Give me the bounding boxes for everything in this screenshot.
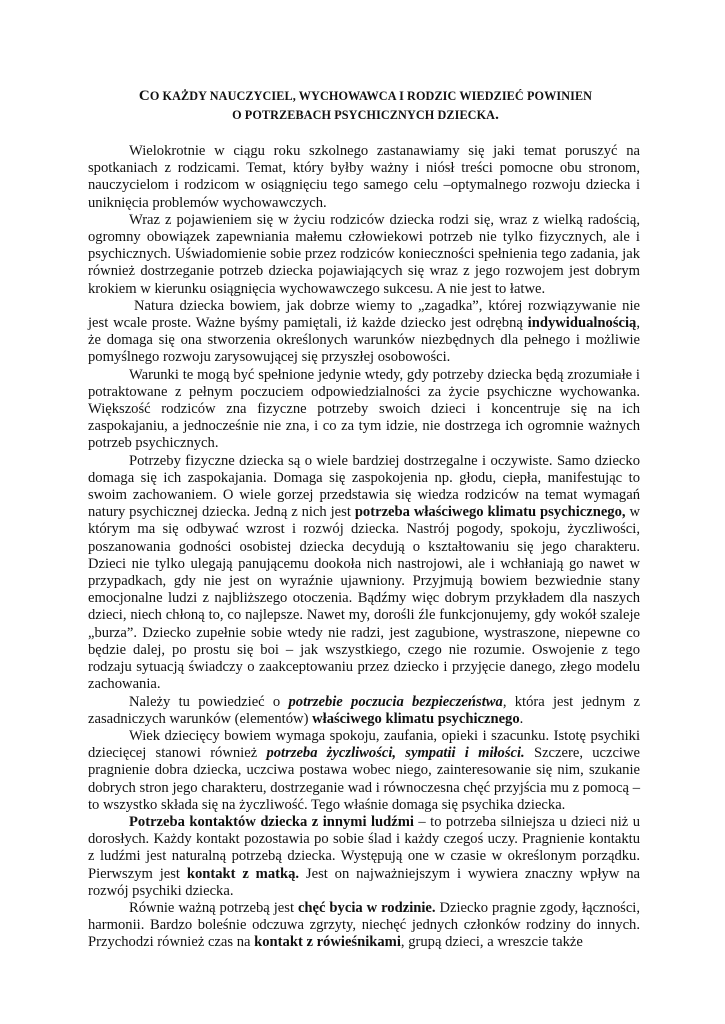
paragraph-6: Należy tu powiedzieć o potrzebie poczucia bezpieczeństwa, która jest jednym z zasadniczych warunków (elementów) właściwego klimatu psychicznego. xyxy=(88,693,641,727)
paragraph-9: Równie ważną potrzebą jest chęć bycia w rodzinie. Dziecko pragnie zgody, łączności, harmonii. Bardzo boleśnie odczuwa zgrzyty, niechęć jednych członków rodziny do innych. Przychodzi również czas na kontakt z rówieśnikami, grupą dzieci, a wreszcie także xyxy=(88,899,640,951)
document-body xyxy=(88,143,640,952)
document-title xyxy=(88,87,643,125)
paragraph-5: Potrzeby fizyczne dziecka są o wiele bardziej dostrzegalne i oczywiste. Samo dziecko domaga się ich zaspokajania. Domaga się zaspokojenia np. głodu, ciepła, manifestując to swoim zachowaniem. O wiele gorzej przedstawia się wiedza rodziców na temat wymagań natury psychicznej dziecka. Jedną z nich jest potrzeba właściwego klimatu psychicznego, w którym ma się odbywać wzrost i rozwój dziecka. Nastrój pogody, spokoju, życzliwości, poszanowania godności osobistej dziecka decydują o kształtowaniu się jego charakteru. Dzieci nie tylko ulegają panującemu dookoła nich nastrojowi, ale i wchłaniają go nawet w przypadkach, gdy nie jest on wyraźnie ujawniony. Przyjmują bowiem bezwiednie stany emocjonalne ludzi z najbliższego otoczenia. Bądźmy więc dobrym przykładem dla naszych dzieci, niech chłoną to, co najlepsze. Nawet my, dorośli źle funkcjonujemy, gdy wokół szaleje „burza”. Dziecko zupełnie sobie wtedy nie radzi, jest zagubione, wystraszone, niepewne co będzie dalej, po prostu się boi – jak wszystkiego, czego nie rozumie. Oswojenie z tego rodzaju sytuacją świadczy o zaakceptowaniu przez dziecko i przyjęcie danego, złego modelu zachowania. xyxy=(88,452,640,693)
paragraph-4: Warunki te mogą być spełnione jedynie wtedy, gdy potrzeby dziecka będą zrozumiałe i potraktowane z pełnym poczuciem odpowiedzialności za życie psychiczne wychowanka. Większość rodziców zna fizyczne potrzeby swoich dzieci i koncentruje się na ich zaspokajaniu, a jednocześnie nie zna, i co za tym idzie, nie dostrzega ich ogromnie ważnych potrzeb psychicznych. xyxy=(88,366,640,452)
title-line-2: O POTRZEBACH PSYCHICZNYCH DZIECKA. xyxy=(232,107,499,123)
paragraph-7: Wiek dziecięcy bowiem wymaga spokoju, zaufania, opieki i szacunku. Istotę psychiki dziecięcej stanowi również potrzeba życzliwości, sympatii i miłości. Szczere, uczciwe pragnienie dobra dziecka, uczciwa postawa wobec niego, zainteresowanie się nim, szukanie dobrych stron jego charakteru, dostrzeganie wad i równoczesna chęć przyjścia mu z pomocą – to wszystko składa się na życzliwość. Tego właśnie domaga się psychika dziecka. xyxy=(88,727,641,813)
paragraph-2: Wraz z pojawieniem się w życiu rodziców dziecka rodzi się, wraz z wielką radością, ogromny obowiązek zapewniania małemu człowiekowi potrzeb nie tylko fizycznych, ale i psychicznych. Uświadomienie sobie przez rodziców konieczności spełnienia tego zadania, jak również dostrzeganie potrzeb dziecka pojawiających się wraz z jego rozwojem jest dobrym krokiem w kierunku osiągnięcia wychowawczego sukcesu. A nie jest to łatwe. xyxy=(88,211,640,297)
title-line-1: CO KAŻDY NAUCZYCIEL, WYCHOWAWCA I RODZIC WIEDZIEĆ POWINIEN xyxy=(138,88,593,104)
paragraph-3: Natura dziecka bowiem, jak dobrze wiemy to „zagadka”, której rozwiązywanie nie jest wcale proste. Ważne byśmy pamiętali, iż każde dziecko jest odrębną indywidualnością, że domaga się ona stworzenia określonych warunków niezbędnych dla pełnego i możliwie pomyślnego rozwoju zarysowującej się przyszłej osobowości. xyxy=(88,297,640,366)
paragraph-1: Wielokrotnie w ciągu roku szkolnego zastanawiamy się jaki temat poruszyć na spotkaniach z rodzicami. Temat, który byłby ważny i niósł treści pomocne obu stronom, nauczycielom i rodzicom w osiągnięciu tego samego celu –optymalnego rozwoju dziecka i uniknięcia problemów wychowawczych. xyxy=(88,143,640,211)
paragraph-8: Potrzeba kontaktów dziecka z innymi ludźmi – to potrzeba silniejsza u dzieci niż u dorosłych. Każdy kontakt pozostawia po sobie ślad i każdy czegoś uczy. Pragnienie kontaktu z ludźmi jest naturalną potrzebą dziecka. Występują one w czasie w określonym porządku. Pierwszym jest kontakt z matką. Jest on najważniejszym i wywiera znaczny wpływ na rozwój psychiki dziecka. xyxy=(88,813,640,899)
